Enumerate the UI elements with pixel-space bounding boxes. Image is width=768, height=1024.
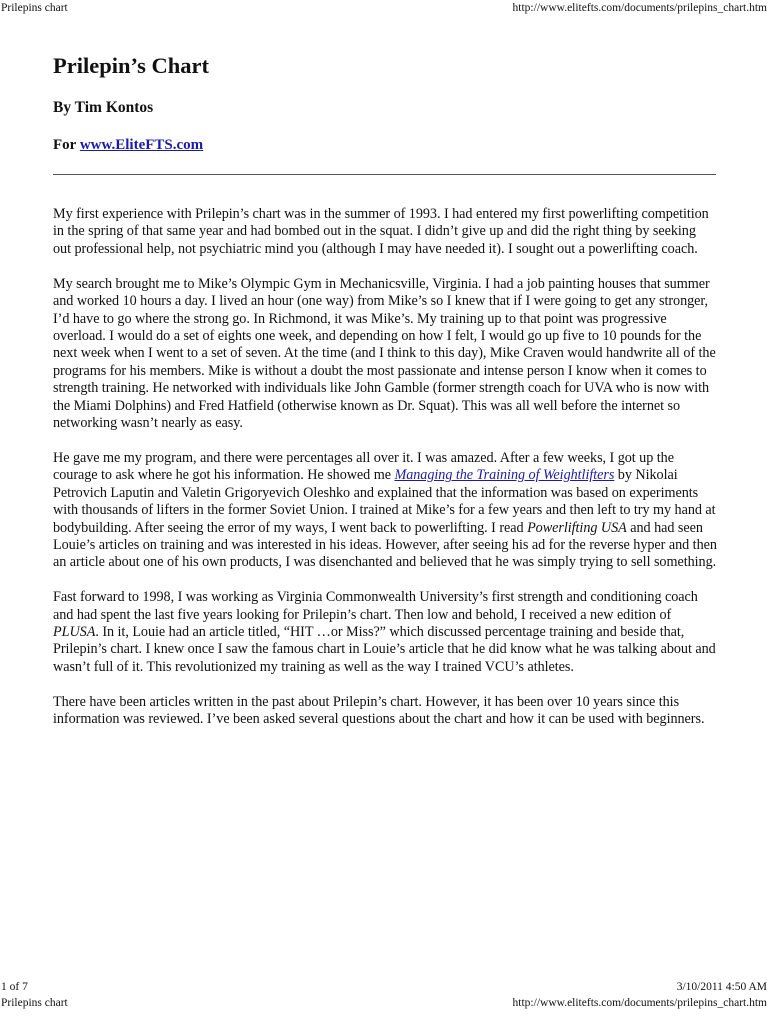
print-footer-right (513, 979, 767, 1011)
print-footer-left (1, 979, 68, 1011)
paragraph-3-text-a: He gave me my program, and there were percentages all over it. I was amazed. After a few weeks, I got up the courage to ask where he got his information. He showed me (53, 449, 674, 484)
publisher-prefix: For (53, 137, 80, 153)
paragraph-3-text-b: by Nikolai Petrovich Laputin and Valetin Grigoryevich Oleshko and explained that the information was based on experiments with thousands of lifters in the former Soviet Union. I trained at Mike’s for a few years and then left to try my hand at bodybuilding. After seeing the error of my ways, I went back to powerlifting. I read (53, 467, 716, 536)
plusa-title: PLUSA (53, 624, 96, 641)
paragraph-3-text-c: and had seen Louie’s articles on training and was interested in his ideas. However, after seeing his ad for the reverse hyper and then an article about one of his own products, I was disenchanted and believed that he was simply trying to sell something. (53, 519, 717, 571)
publisher-line (53, 134, 717, 156)
header-url: http://www.elitefts.com/documents/prilepins_chart.htm (512, 2, 767, 14)
paragraph-2: My search brought me to Mike’s Olympic Gym in Mechanicsville, Virginia. I had a job painting houses that summer and worked 10 hours a day. I lived an hour (one way) from Mike’s so I knew that if I were going to get any stronger, I’d have to go where the strong go. In Richmond, it was Mike’s. My training up to that point was progressive overload. I would do a set of eights one week, and depending on how I felt, I would go up five to 10 pounds for the next week when I went to a set of seven. At the time (and I think to this day), Mike Craven would handwrite all of the programs for his members. Mike is without a doubt the most passionate and intense person I know when it comes to strength training. He networked with individuals like John Gamble (former strength coach for UVA who is now with the Miami Dolphins) and Fred Hatfield (otherwise known as Dr. Squat). This was all well before the internet so networking wasn’t nearly as easy. (53, 275, 716, 431)
paragraph-1: My first experience with Prilepin’s chart was in the summer of 1993. I had entered my first powerlifting competition in the spring of that same year and had bombed out in the squat. I didn’t give up and did the right thing by seeking out professional help, not psychiatric mind you (although I may have needed it). I sought out a powerlifting coach. (53, 206, 709, 257)
paragraph-4 (53, 589, 717, 676)
print-datetime: 3/10/2011 4:50 AM (676, 981, 767, 993)
magazine-title: Powerlifting USA (527, 519, 627, 536)
paragraph-4-text-b: . In it, Louie had an article titled, “HIT …or Miss?” which discussed percentage training and beside that, Prilepin’s chart. I knew once I saw the famous chart in Louie’s article that he did know what he was talking about and wasn’t full of it. This revolutionized my training as well as the way I trained VCU’s athletes. (53, 624, 716, 675)
header-page-title: Prilepins chart (1, 2, 68, 14)
paragraph-3 (53, 450, 717, 572)
elitefts-link[interactable]: www.EliteFTS.com (79, 137, 204, 153)
paragraph-5: There have been articles written in the past about Prilepin’s chart. However, it has been over 10 years since this information was reviewed. I’ve been asked several questions about the chart and how it can be used with beginners. (53, 693, 705, 728)
article (53, 50, 717, 746)
page-title: Prilepin’s Chart (53, 53, 210, 78)
page-counter: 1 of 7 (1, 981, 28, 993)
footer-page-title: Prilepins chart (1, 997, 68, 1009)
article-body (53, 206, 717, 729)
author-byline: By Tim Kontos (53, 99, 154, 116)
paragraph-4-text-a: Fast forward to 1998, I was working as Virginia Commonwealth University’s first strength and conditioning coach and had spent the last five years looking for Prilepin’s chart. Then low and behold, I received a new edition of (53, 589, 698, 623)
print-header (0, 0, 768, 16)
horizontal-divider (53, 174, 716, 175)
footer-url: http://www.elitefts.com/documents/prilepins_chart.htm (512, 997, 767, 1009)
book-link[interactable]: Managing the Training of Weightlifters (394, 467, 615, 484)
